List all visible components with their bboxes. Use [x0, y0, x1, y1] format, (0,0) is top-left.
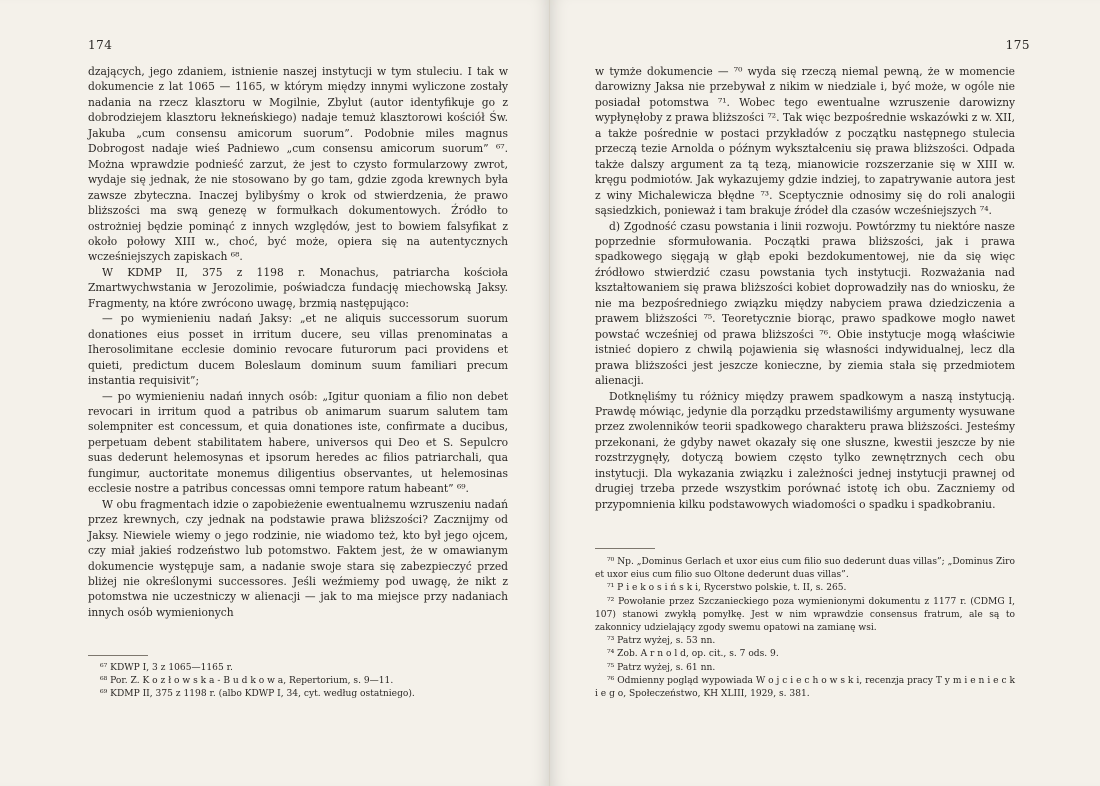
footnote-75: ⁷⁵ Patrz wyżej, s. 61 nn. — [607, 662, 716, 673]
footnote-68: ⁶⁸ Por. Z. K o z ł o w s k a - B u d k o w a, Repertorium, s. 9—11. — [100, 676, 394, 687]
footnote-69: ⁶⁹ KDMP II, 375 z 1198 r. (albo KDWP I, 34, cyt. według ostatniego). — [100, 689, 415, 700]
left-page-body — [88, 64, 508, 620]
footnote-72: ⁷² Powołanie przez Szczanieckiego poza wymienionymi dokumentu z 1177 r. (CDMG I, 107) stanowi zwykłą pomyłkę. Jest w nim wprawdzie consensus fratrum, ale są to zakonnicy udzielający zgody swemu opatowi na zamianę wsi. — [595, 596, 1015, 634]
left-paragraph-3: — po wymienieniu nadań Jaksy: „et ne aliquis successorum suorum donationes eius posset in irritum ducere, seu villas prenominatas a Iherosolimitane ecclesie dominio revocare futurorum paci providens et quieti, predictum ducem Boleslaum dominum suum familiari precum instantia requisivit”; — [88, 312, 508, 388]
left-paragraph-1: dzających, jego zdaniem, istnienie naszej instytucji w tym stuleciu. I tak w dokumencie z lat 1065 — 1165, w którym między innymi wyliczone zostały nadania na rzecz klasztoru w Mogilnie, Zbylut (autor identyfikuje go z dobrodziejem klasztoru łekneńskiego) nadaje temuż klasztorowi kościół Św. Jakuba „cum consensu amicorum suorum”. Podobnie miles magnus Dobrogost nadaje wieś Padniewo „cum consensu amicorum suorum” ⁶⁷. Można wprawdzie podnieść zarzut, że jest to czysto formularzowy zwrot, wydaje się jednak, że nie stosowano by go tam, gdzie zgoda krewnych była zawsze zbyteczna. Inaczej bylibyśmy o krok od stwierdzenia, że prawo bliższości ma swą genezę w formułkach dokumentowych. Źródło to ostrożniej będzie pominąć z innych względów, jest to bowiem falsyfikat z około połowy XIII w., choć, być może, opiera się na autentycznych wcześniejszych zapiskach ⁶⁸. — [88, 65, 508, 264]
footnote-rule-right — [595, 548, 655, 549]
left-footnotes — [88, 662, 508, 702]
page-number-left: 174 — [88, 38, 113, 52]
footnote-76: ⁷⁶ Odmienny pogląd wypowiada W o j c i e c h o w s k i, recenzja pracy T y m i e n i e c k i e g o, Społeczeństwo, KH XLIII, 1929, s. 381. — [595, 675, 1015, 700]
right-paragraph-2: d) Zgodność czasu powstania i linii rozwoju. Powtórzmy tu niektóre nasze poprzednie sformułowania. Początki prawa bliższości, jak i prawa spadkowego sięgają w głąb epoki bezdokumentowej, nie da się więc źródłowo stwierdzić czasu powstania tych instytucji. Rozważania nad kształtowaniem się prawa bliższości kobiet doprowadziły nas do wniosku, że nie ma bezpośredniego związku między nabyciem prawa dziedziczenia a prawem bliższości ⁷⁵. Teoretycznie biorąc, prawo spadkowe mogło nawet powstać wcześniej od prawa bliższości ⁷⁶. Obie instytucje mogą właściwie istnieć dopiero z chwilą pojawienia się własności indywidualnej, lecz dla prawa bliższości jest jeszcze konieczne, by ziemia stała się przedmiotem alienacji. — [595, 219, 1015, 388]
right-page — [550, 0, 1100, 786]
left-paragraph-5: W obu fragmentach idzie o zapobieżenie ewentualnemu wzruszeniu nadań przez krewnych, czy jednak na podstawie prawa bliższości? Zacznijmy od Jaksy. Niewiele wiemy o jego rodzinie, nie wiadomo też, kto był jego ojcem, czy miał jakieś rodzeństwo lub potomstwo. Faktem jest, że w omawianym dokumencie występuje sam, a nadanie swoje stara się zabezpieczyć przed bliżej nie określonymi successores. Jeśli weźmiemy pod uwagę, że nikt z potomstwa nie uczestniczy w alienacji — jak to ma miejsce przy nadaniach innych osób wymienionych — [88, 497, 508, 619]
left-paragraph-2: W KDMP II, 375 z 1198 r. Monachus, patriarcha kościoła Zmartwychwstania w Jerozolimie, poświadcza fundację miechowską Jaksy. Fragmenty, na które zwrócono uwagę, brzmią następująco: — [88, 265, 508, 310]
right-paragraph-1: w tymże dokumencie — ⁷⁰ wyda się rzeczą niemal pewną, że w momencie darowizny Jaksa nie przebywał z nikim w niedziale i, być może, w ogóle nie posiadał potomstwa ⁷¹. Wobec tego ewentualne wzruszenie darowizny wypłynęłoby z prawa bliższości ⁷². Tak więc bezpośrednie wskazówki z w. XII, a także pośrednie w postaci przykładów z początku następnego stulecia przeczą tezie Arnolda o późnym wykształceniu się prawa bliższości. Odpada także dalszy argument za tą tezą, mianowicie rozszerzanie się w XIII w. kręgu podmiotów. Jak wykazujemy gdzie indziej, to zapatrywanie autora jest z winy Michalewicza błędne ⁷³. Sceptycznie odnosimy się do roli analogii sąsiedzkich, ponieważ i tam brakuje źródeł dla czasów wcześniejszych ⁷⁴. — [595, 65, 1015, 218]
right-paragraph-3: Dotknęliśmy tu różnicy między prawem spadkowym a naszą instytucją. Prawdę mówiąc, jedynie dla porządku przedstawiliśmy argumenty wysuwane przez zwolenników teorii spadkowego charakteru prawa bliższości. Jesteśmy przekonani, że gdyby nawet okazały się one słuszne, kwestii jeszcze by nie rozstrzygnęły, dotyczą bowiem często tylko zewnętrznych cech obu instytucji. Dla wykazania związku i zależności jednej instytucji prawnej od drugiej trzeba przede wszystkim porównać istotę ich obu. Zaczniemy od przypomnienia kilku podstawowych wiadomości o spadku i spadkobraniu. — [595, 389, 1015, 511]
footnote-73: ⁷³ Patrz wyżej, s. 53 nn. — [607, 636, 716, 647]
footnote-71: ⁷¹ P i e k o s i ń s k i, Rycerstwo polskie, t. II, s. 265. — [607, 583, 847, 594]
footnote-74: ⁷⁴ Zob. A r n o l d, op. cit., s. 7 ods. 9. — [607, 649, 779, 660]
right-footnotes — [595, 556, 1015, 701]
page-number-right: 175 — [1005, 38, 1030, 52]
footnote-rule-left — [88, 655, 148, 656]
footnote-70: ⁷⁰ Np. „Dominus Gerlach et uxor eius cum filio suo dederunt duas villas”; „Dominus Ziro et uxor eius cum filio suo Oltone dederunt duas villas”. — [595, 557, 1015, 581]
footnote-67: ⁶⁷ KDWP I, 3 z 1065—1165 r. — [100, 663, 233, 673]
left-paragraph-4: — po wymienieniu nadań innych osób: „Igitur quoniam a filio non debet revocari in irritum quod a patribus ob animarum suarum salutem tam solempniter est concessum, et quia donationes iste, confirmate a ducibus, perpetuam debent stabilitatem habere, universos qui Deo et S. Sepulcro suas dederunt helemosynas et ipsorum heredes ac filios patriarchali, qua fungimur, auctoritate monemus diligentius observantes, ut helemosinas ecclesie nostre a patribus concessas omni tempore ratum habeant” ⁶⁹. — [88, 389, 508, 496]
right-page-body — [595, 64, 1015, 512]
